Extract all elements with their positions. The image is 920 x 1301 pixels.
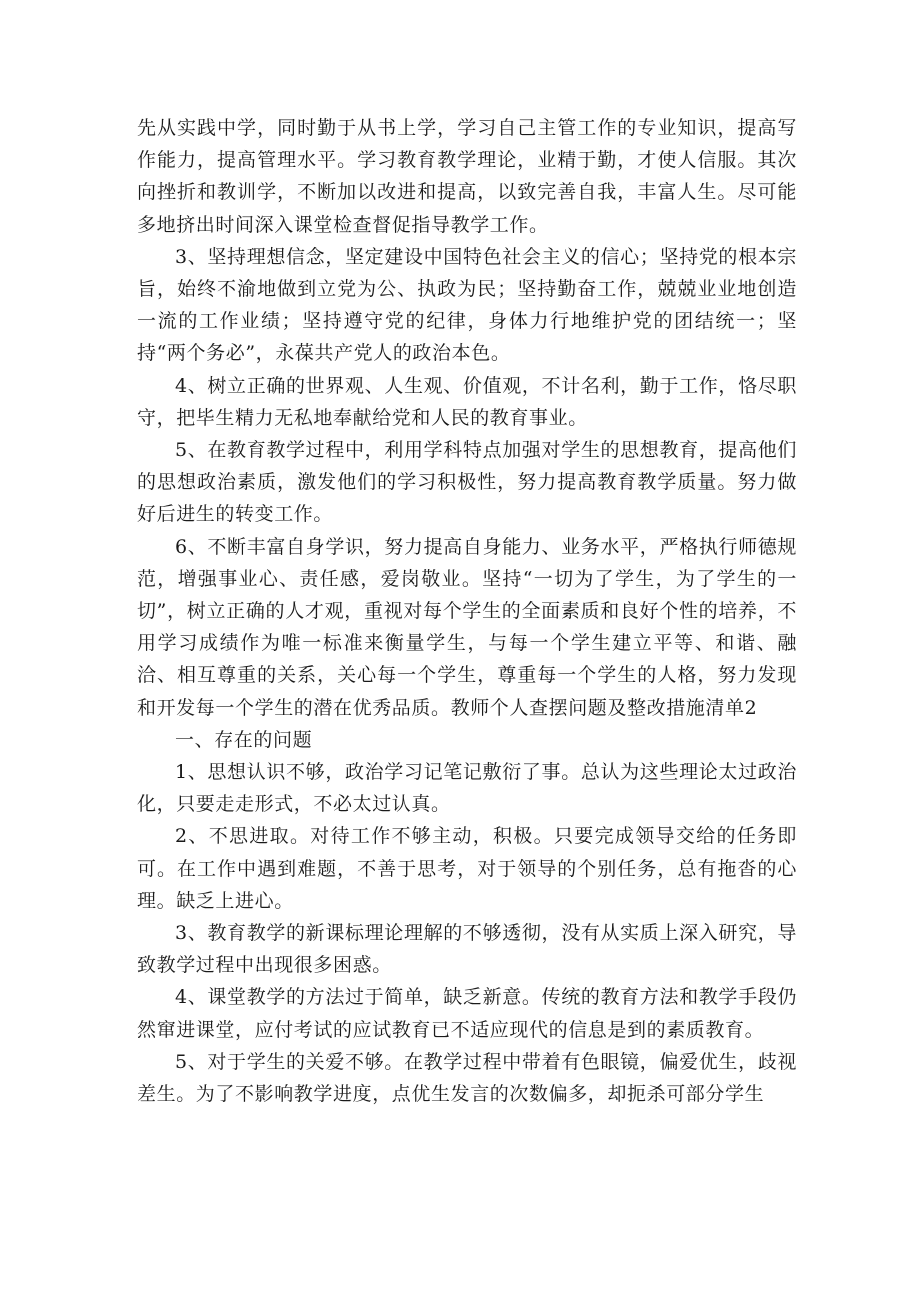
problem-item-4: 4、课堂教学的方法过于简单，缺乏新意。传统的教育方法和教学手段仍然窜进课堂，应付考试的应试教育已不适应现代的信息是到的素质教育。 xyxy=(137,986,797,1041)
paragraph-item-6: 6、不断丰富自身学识，努力提高自身能力、业务水平，严格执行师德规范，增强事业心、责任感，爱岗敬业。坚持“一切为了学生，为了学生的一切”，树立正确的人才观，重视对每个学生的全面素质和良好个性的培养，不用学习成绩作为唯一标准来衡量学生，与每一个学生建立平等、和谐、融洽、相互尊重的关系，关心每一个学生，尊重每一个学生的人格，努力发现和开发每一个学生的潜在优秀品质。教师个人查摆问题及整改措施清单2 xyxy=(137,535,797,719)
paragraph-item-4: 4、树立正确的世界观、人生观、价值观，不计名利，勤于工作，恪尽职守，把毕生精力无私地奉献给党和人民的教育事业。 xyxy=(137,374,797,429)
problem-item-3: 3、教育教学的新课标理论理解的不够透彻，没有从实质上深入研究，导致教学过程中出现很多困惑。 xyxy=(137,922,797,977)
paragraph-item-5: 5、在教育教学过程中，利用学科特点加强对学生的思想教育，提高他们的思想政治素质，激发他们的学习积极性，努力提高教育教学质量。努力做好后进生的转变工作。 xyxy=(137,439,797,526)
problem-item-2: 2、不思进取。对待工作不够主动，积极。只要完成领导交给的任务即可。在工作中遇到难题，不善于思考，对于领导的个别任务，总有拖沓的心理。缺乏上进心。 xyxy=(137,825,797,912)
section-heading-problems: 一、存在的问题 xyxy=(175,728,313,751)
paragraph-item-3: 3、坚持理想信念，坚定建设中国特色社会主义的信心；坚持党的根本宗旨，始终不渝地做到立党为公、执政为民；坚持勤奋工作，兢兢业业地创造一流的工作业绩；坚持遵守党的纪律，身体力行地维护党的团结统一；坚持“两个务必”，永葆共产党人的政治本色。 xyxy=(137,245,797,365)
problem-item-5: 5、对于学生的关爱不够。在教学过程中带着有色眼镜，偏爱优生，歧视差生。为了不影响教学进度，点优生发言的次数偏多，却扼杀可部分学生 xyxy=(137,1050,797,1106)
document-body xyxy=(137,112,797,1110)
paragraph-continuation: 先从实践中学，同时勤于从书上学，学习自己主管工作的专业知识，提高写作能力，提高管理水平。学习教育教学理论，业精于勤，才使人信服。其次向挫折和教训学，不断加以改进和提高，以致完善自我，丰富人生。尽可能多地挤出时间深入课堂检查督促指导教学工作。 xyxy=(137,117,797,236)
problem-item-1: 1、思想认识不够，政治学习记笔记敷衍了事。总认为这些理论太过政治化，只要走走形式，不必太过认真。 xyxy=(137,761,797,816)
